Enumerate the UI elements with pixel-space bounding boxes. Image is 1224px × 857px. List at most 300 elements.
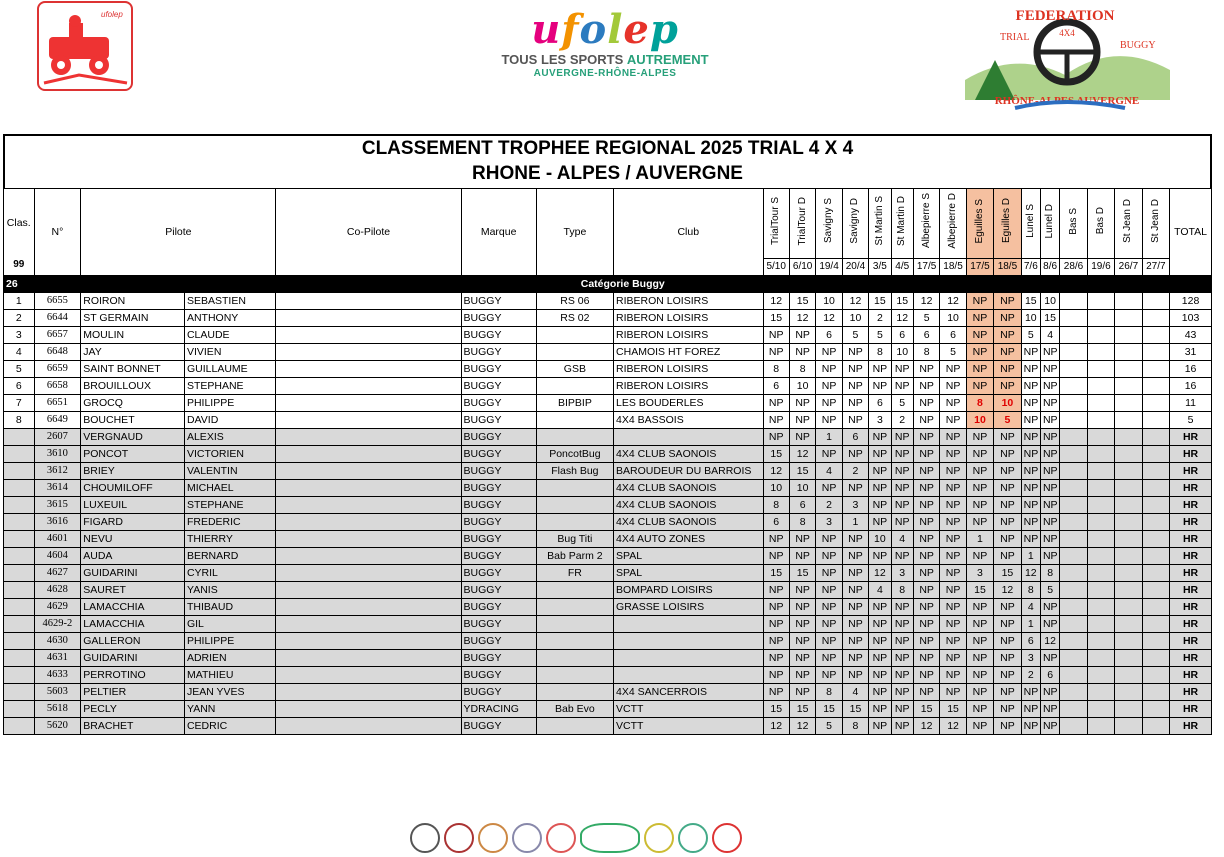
header-copilote: Co-Pilote bbox=[276, 189, 461, 276]
score-cell: 8 bbox=[891, 582, 913, 599]
score-cell: NP bbox=[913, 633, 939, 650]
score-cell: 4 bbox=[1040, 327, 1059, 344]
score-cell: NP bbox=[789, 684, 815, 701]
score-cell bbox=[1142, 531, 1169, 548]
score-cell bbox=[1060, 378, 1087, 395]
club-cell: GRASSE LOISIRS bbox=[614, 599, 763, 616]
score-cell: NP bbox=[966, 378, 993, 395]
type-cell bbox=[536, 514, 613, 531]
clas-cell: 1 bbox=[4, 293, 35, 310]
score-cell: NP bbox=[994, 718, 1021, 735]
score-cell: NP bbox=[1021, 361, 1040, 378]
score-cell: NP bbox=[966, 548, 993, 565]
score-cell: NP bbox=[940, 684, 966, 701]
clas-cell bbox=[4, 531, 35, 548]
table-row bbox=[4, 480, 1212, 497]
score-cell: NP bbox=[994, 616, 1021, 633]
pilot-firstname: CLAUDE bbox=[184, 327, 276, 344]
score-cell: NP bbox=[842, 667, 868, 684]
score-cell: NP bbox=[940, 378, 966, 395]
club-cell: 4X4 CLUB SAONOIS bbox=[614, 446, 763, 463]
score-cell: NP bbox=[816, 616, 842, 633]
marque-cell: YDRACING bbox=[461, 701, 536, 718]
pilot-lastname: BRIEY bbox=[81, 463, 185, 480]
score-cell: NP bbox=[816, 446, 842, 463]
copilot-cell bbox=[276, 514, 461, 531]
score-cell bbox=[1060, 616, 1087, 633]
score-cell bbox=[1142, 650, 1169, 667]
club-cell bbox=[614, 650, 763, 667]
type-cell bbox=[536, 650, 613, 667]
club-cell: RIBERON LOISIRS bbox=[614, 293, 763, 310]
score-cell bbox=[1142, 293, 1169, 310]
total-cell: HR bbox=[1170, 429, 1212, 446]
score-cell: NP bbox=[940, 429, 966, 446]
marque-cell: BUGGY bbox=[461, 446, 536, 463]
table-row bbox=[4, 650, 1212, 667]
score-cell: NP bbox=[1040, 684, 1059, 701]
score-cell: 6 bbox=[913, 327, 939, 344]
score-cell bbox=[1115, 480, 1142, 497]
score-cell: 12 bbox=[940, 293, 966, 310]
score-cell bbox=[1060, 633, 1087, 650]
score-cell: NP bbox=[891, 718, 913, 735]
event-date: 27/7 bbox=[1142, 259, 1169, 276]
marque-cell: BUGGY bbox=[461, 548, 536, 565]
score-cell: NP bbox=[940, 650, 966, 667]
red-wheel-logo bbox=[478, 823, 508, 853]
page-title bbox=[3, 134, 1212, 188]
brand-letter: e bbox=[623, 6, 650, 53]
score-cell: NP bbox=[1021, 684, 1040, 701]
score-cell: NP bbox=[913, 480, 939, 497]
score-cell bbox=[1060, 599, 1087, 616]
score-cell: NP bbox=[1040, 429, 1059, 446]
score-cell: NP bbox=[789, 344, 815, 361]
copilot-cell bbox=[276, 327, 461, 344]
score-cell bbox=[1060, 667, 1087, 684]
header-event bbox=[816, 189, 842, 259]
clas-cell: 4 bbox=[4, 344, 35, 361]
score-cell: 10 bbox=[966, 412, 993, 429]
score-cell: NP bbox=[891, 514, 913, 531]
score-cell: NP bbox=[891, 446, 913, 463]
score-cell: NP bbox=[994, 684, 1021, 701]
pilot-lastname: PECLY bbox=[81, 701, 185, 718]
category-row bbox=[4, 276, 1212, 293]
score-cell bbox=[1142, 327, 1169, 344]
score-cell bbox=[1087, 327, 1114, 344]
marque-cell: BUGGY bbox=[461, 378, 536, 395]
score-cell bbox=[1142, 599, 1169, 616]
clas-cell bbox=[4, 463, 35, 480]
score-cell: NP bbox=[1040, 514, 1059, 531]
score-cell: NP bbox=[891, 650, 913, 667]
event-date: 26/7 bbox=[1115, 259, 1142, 276]
score-cell: 4 bbox=[869, 582, 891, 599]
score-cell bbox=[1087, 361, 1114, 378]
copilot-cell bbox=[276, 429, 461, 446]
pilot-lastname: LAMACCHIA bbox=[81, 616, 185, 633]
score-cell bbox=[1142, 463, 1169, 480]
score-cell bbox=[1060, 327, 1087, 344]
score-cell: NP bbox=[891, 463, 913, 480]
score-cell bbox=[1142, 395, 1169, 412]
event-label: Albepierre S bbox=[920, 193, 932, 249]
score-cell: NP bbox=[763, 684, 789, 701]
score-cell: NP bbox=[994, 429, 1021, 446]
pilot-firstname: STEPHANE bbox=[184, 378, 276, 395]
score-cell: NP bbox=[1040, 446, 1059, 463]
clas-cell bbox=[4, 497, 35, 514]
score-cell: NP bbox=[913, 684, 939, 701]
pilot-lastname: BROUILLOUX bbox=[81, 378, 185, 395]
header-event bbox=[842, 189, 868, 259]
type-cell bbox=[536, 412, 613, 429]
score-cell: NP bbox=[789, 548, 815, 565]
score-cell: NP bbox=[842, 599, 868, 616]
score-cell: NP bbox=[869, 378, 891, 395]
score-cell: NP bbox=[966, 497, 993, 514]
ufolep-region: AUVERGNE-RHÔNE-ALPES bbox=[533, 68, 677, 79]
club-cell: CHAMOIS HT FOREZ bbox=[614, 344, 763, 361]
score-cell: NP bbox=[994, 310, 1021, 327]
score-cell: 2 bbox=[1021, 667, 1040, 684]
score-cell: 15 bbox=[789, 565, 815, 582]
copilot-cell bbox=[276, 718, 461, 735]
score-cell: NP bbox=[789, 599, 815, 616]
pilot-firstname: ADRIEN bbox=[184, 650, 276, 667]
score-cell bbox=[1060, 395, 1087, 412]
score-cell: NP bbox=[1040, 378, 1059, 395]
pilot-firstname: YANIS bbox=[184, 582, 276, 599]
score-cell bbox=[1142, 412, 1169, 429]
club-cell bbox=[614, 633, 763, 650]
score-cell bbox=[1087, 344, 1114, 361]
pilot-firstname: STEPHANE bbox=[184, 497, 276, 514]
ufolep-jeep-logo bbox=[37, 1, 133, 91]
number-cell: 6659 bbox=[34, 361, 81, 378]
score-cell: NP bbox=[966, 293, 993, 310]
type-cell bbox=[536, 633, 613, 650]
pilot-lastname: GUIDARINI bbox=[81, 650, 185, 667]
table-row bbox=[4, 327, 1212, 344]
clas-cell: 3 bbox=[4, 327, 35, 344]
score-cell: 15 bbox=[869, 293, 891, 310]
pilot-lastname: BOUCHET bbox=[81, 412, 185, 429]
score-cell bbox=[1115, 361, 1142, 378]
event-date: 18/5 bbox=[940, 259, 966, 276]
score-cell bbox=[1142, 344, 1169, 361]
type-cell: FR bbox=[536, 565, 613, 582]
type-cell: RS 02 bbox=[536, 310, 613, 327]
score-cell: NP bbox=[763, 327, 789, 344]
score-cell: NP bbox=[966, 480, 993, 497]
score-cell: 8 bbox=[816, 684, 842, 701]
marque-cell: BUGGY bbox=[461, 531, 536, 548]
score-cell: NP bbox=[966, 701, 993, 718]
score-cell: 8 bbox=[789, 361, 815, 378]
score-cell: 10 bbox=[891, 344, 913, 361]
event-label: Lunel D bbox=[1044, 203, 1056, 239]
score-cell: 3 bbox=[1021, 650, 1040, 667]
event-label: St Jean D bbox=[1122, 199, 1134, 243]
score-cell: 10 bbox=[994, 395, 1021, 412]
number-cell: 6648 bbox=[34, 344, 81, 361]
score-cell: NP bbox=[869, 633, 891, 650]
number-cell: 5620 bbox=[34, 718, 81, 735]
score-cell: NP bbox=[940, 548, 966, 565]
score-cell: NP bbox=[913, 667, 939, 684]
score-cell: NP bbox=[869, 667, 891, 684]
club-cell: RIBERON LOISIRS bbox=[614, 310, 763, 327]
score-cell: NP bbox=[1040, 718, 1059, 735]
clas-cell bbox=[4, 667, 35, 684]
score-cell bbox=[1142, 718, 1169, 735]
score-cell: NP bbox=[891, 701, 913, 718]
table-row bbox=[4, 718, 1212, 735]
score-cell: 10 bbox=[789, 378, 815, 395]
club-cell: RIBERON LOISIRS bbox=[614, 327, 763, 344]
table-row bbox=[4, 701, 1212, 718]
score-cell: 5 bbox=[869, 327, 891, 344]
score-cell: NP bbox=[789, 327, 815, 344]
score-cell: NP bbox=[913, 361, 939, 378]
number-cell: 6657 bbox=[34, 327, 81, 344]
score-cell: NP bbox=[789, 412, 815, 429]
type-cell: PoncotBug bbox=[536, 446, 613, 463]
score-cell bbox=[1115, 650, 1142, 667]
score-cell: NP bbox=[966, 616, 993, 633]
number-cell: 4630 bbox=[34, 633, 81, 650]
score-cell: 2 bbox=[891, 412, 913, 429]
federation-logo bbox=[546, 823, 576, 853]
table-row bbox=[4, 361, 1212, 378]
score-cell bbox=[1087, 582, 1114, 599]
score-cell: NP bbox=[913, 616, 939, 633]
type-cell bbox=[536, 667, 613, 684]
score-cell: 15 bbox=[966, 582, 993, 599]
number-cell: 3616 bbox=[34, 514, 81, 531]
score-cell: 3 bbox=[816, 514, 842, 531]
event-label: Bas D bbox=[1094, 207, 1106, 235]
type-cell bbox=[536, 718, 613, 735]
event-date: 6/10 bbox=[789, 259, 815, 276]
score-cell: NP bbox=[869, 497, 891, 514]
pilot-lastname: LUXEUIL bbox=[81, 497, 185, 514]
score-cell: NP bbox=[842, 446, 868, 463]
copilot-cell bbox=[276, 616, 461, 633]
score-cell: NP bbox=[869, 701, 891, 718]
total-cell: HR bbox=[1170, 497, 1212, 514]
score-cell: NP bbox=[789, 650, 815, 667]
copilot-cell bbox=[276, 395, 461, 412]
header-event bbox=[891, 189, 913, 259]
event-date: 3/5 bbox=[869, 259, 891, 276]
table-row bbox=[4, 497, 1212, 514]
score-cell: NP bbox=[940, 395, 966, 412]
number-cell: 6649 bbox=[34, 412, 81, 429]
club-cell: BAROUDEUR DU BARROIS bbox=[614, 463, 763, 480]
score-cell: NP bbox=[1021, 412, 1040, 429]
table-row bbox=[4, 293, 1212, 310]
table-row bbox=[4, 446, 1212, 463]
score-cell: 10 bbox=[789, 480, 815, 497]
marque-cell: BUGGY bbox=[461, 361, 536, 378]
type-cell bbox=[536, 684, 613, 701]
score-cell bbox=[1142, 616, 1169, 633]
score-cell: NP bbox=[1040, 344, 1059, 361]
copilot-cell bbox=[276, 548, 461, 565]
event-date: 4/5 bbox=[891, 259, 913, 276]
table-row bbox=[4, 565, 1212, 582]
score-cell bbox=[1060, 565, 1087, 582]
event-date: 5/10 bbox=[763, 259, 789, 276]
score-cell: NP bbox=[816, 480, 842, 497]
number-cell: 5603 bbox=[34, 684, 81, 701]
score-cell: NP bbox=[891, 361, 913, 378]
score-cell: 8 bbox=[789, 514, 815, 531]
header-marque: Marque bbox=[461, 189, 536, 276]
score-cell: NP bbox=[842, 412, 868, 429]
club-cell bbox=[614, 616, 763, 633]
score-cell: NP bbox=[869, 616, 891, 633]
score-cell: 15 bbox=[1021, 293, 1040, 310]
score-cell bbox=[1060, 446, 1087, 463]
number-cell: 4631 bbox=[34, 650, 81, 667]
event-date: 18/5 bbox=[994, 259, 1021, 276]
clas-cell: 6 bbox=[4, 378, 35, 395]
pilot-firstname: THIBAUD bbox=[184, 599, 276, 616]
score-cell: NP bbox=[1021, 497, 1040, 514]
score-cell bbox=[1115, 667, 1142, 684]
score-cell: NP bbox=[816, 650, 842, 667]
score-cell: NP bbox=[1040, 616, 1059, 633]
table-row bbox=[4, 616, 1212, 633]
score-cell: NP bbox=[869, 446, 891, 463]
score-cell: NP bbox=[994, 344, 1021, 361]
score-cell: NP bbox=[1021, 514, 1040, 531]
score-cell bbox=[1115, 429, 1142, 446]
header-event bbox=[913, 189, 939, 259]
score-cell bbox=[1060, 344, 1087, 361]
score-cell: NP bbox=[891, 548, 913, 565]
header-event bbox=[869, 189, 891, 259]
score-cell bbox=[1142, 310, 1169, 327]
table-row bbox=[4, 310, 1212, 327]
score-cell: 8 bbox=[913, 344, 939, 361]
score-cell bbox=[1087, 446, 1114, 463]
number-cell: 4629 bbox=[34, 599, 81, 616]
header-event bbox=[1040, 189, 1059, 259]
score-cell: 12 bbox=[789, 446, 815, 463]
score-cell: 8 bbox=[763, 497, 789, 514]
score-cell: NP bbox=[891, 684, 913, 701]
category-count: 26 bbox=[4, 276, 35, 293]
federation-right-text: BUGGY bbox=[1120, 40, 1156, 51]
score-cell bbox=[1115, 616, 1142, 633]
score-cell: NP bbox=[994, 293, 1021, 310]
federation-logo bbox=[955, 0, 1175, 118]
score-cell: NP bbox=[816, 361, 842, 378]
copilot-cell bbox=[276, 684, 461, 701]
score-cell: 12 bbox=[763, 293, 789, 310]
score-cell: NP bbox=[994, 327, 1021, 344]
score-cell: NP bbox=[891, 429, 913, 446]
pilot-lastname: JAY bbox=[81, 344, 185, 361]
table-row bbox=[4, 378, 1212, 395]
pilot-firstname: MATHIEU bbox=[184, 667, 276, 684]
score-cell: NP bbox=[891, 378, 913, 395]
number-cell: 3614 bbox=[34, 480, 81, 497]
header-event bbox=[994, 189, 1021, 259]
title-line2: RHONE - ALPES / AUVERGNE bbox=[472, 163, 743, 184]
event-label: Bas S bbox=[1067, 207, 1079, 235]
clas-cell bbox=[4, 599, 35, 616]
score-cell bbox=[1087, 310, 1114, 327]
score-cell: NP bbox=[816, 582, 842, 599]
score-cell: NP bbox=[869, 429, 891, 446]
type-cell bbox=[536, 429, 613, 446]
brand-letter: f bbox=[561, 6, 580, 53]
score-cell: NP bbox=[1021, 463, 1040, 480]
score-cell: NP bbox=[940, 633, 966, 650]
score-cell: NP bbox=[891, 497, 913, 514]
score-cell bbox=[1087, 293, 1114, 310]
type-cell bbox=[536, 327, 613, 344]
marque-cell: BUGGY bbox=[461, 463, 536, 480]
ufolep-logo bbox=[712, 823, 742, 853]
type-cell: BIPBIP bbox=[536, 395, 613, 412]
score-cell: NP bbox=[763, 616, 789, 633]
clas-cell: 7 bbox=[4, 395, 35, 412]
score-cell: NP bbox=[966, 344, 993, 361]
federation-top-text: FEDERATION bbox=[1015, 8, 1115, 24]
marque-cell: BUGGY bbox=[461, 293, 536, 310]
score-cell: NP bbox=[913, 548, 939, 565]
score-cell: NP bbox=[940, 616, 966, 633]
marque-cell: BUGGY bbox=[461, 582, 536, 599]
score-cell bbox=[1060, 293, 1087, 310]
score-cell: 8 bbox=[966, 395, 993, 412]
total-cell: HR bbox=[1170, 684, 1212, 701]
gear-logo bbox=[410, 823, 440, 853]
pilot-firstname: VALENTIN bbox=[184, 463, 276, 480]
total-cell: HR bbox=[1170, 548, 1212, 565]
score-cell: 15 bbox=[763, 565, 789, 582]
copilot-cell bbox=[276, 310, 461, 327]
score-cell: NP bbox=[966, 361, 993, 378]
club-cell: 4X4 CLUB SAONOIS bbox=[614, 497, 763, 514]
score-cell: NP bbox=[1021, 429, 1040, 446]
tire-logo bbox=[444, 823, 474, 853]
score-cell: NP bbox=[940, 463, 966, 480]
score-cell: NP bbox=[1040, 395, 1059, 412]
score-cell: 12 bbox=[869, 565, 891, 582]
score-cell bbox=[1087, 633, 1114, 650]
score-cell: NP bbox=[763, 650, 789, 667]
score-cell: NP bbox=[763, 429, 789, 446]
marque-cell: BUGGY bbox=[461, 327, 536, 344]
score-cell bbox=[1142, 548, 1169, 565]
ufolep-brand-logo bbox=[470, 8, 740, 88]
score-cell: NP bbox=[869, 718, 891, 735]
score-cell: 12 bbox=[842, 293, 868, 310]
marque-cell: BUGGY bbox=[461, 684, 536, 701]
header-event bbox=[966, 189, 993, 259]
score-cell: NP bbox=[1021, 378, 1040, 395]
header-event bbox=[763, 189, 789, 259]
